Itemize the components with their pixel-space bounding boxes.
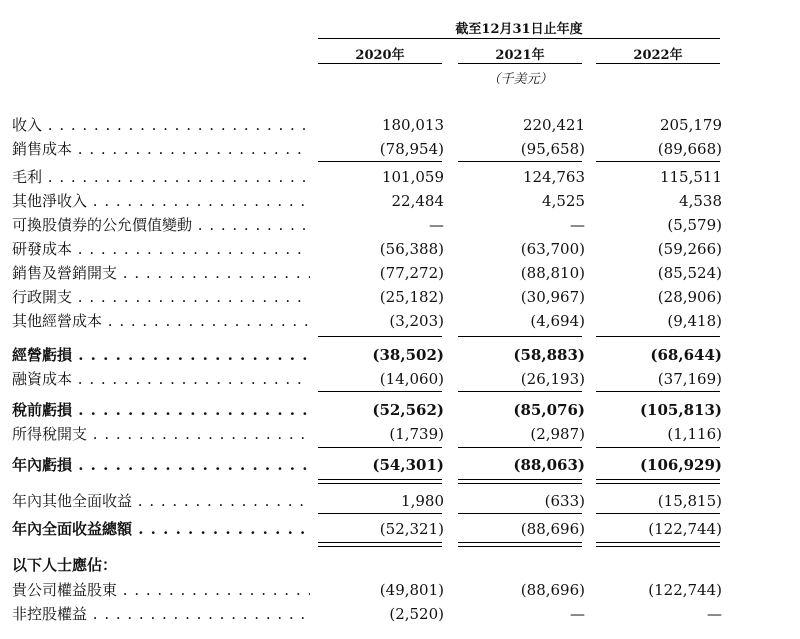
subtotal-rule-2021 [458,391,582,392]
row-label: 以下人士應佔： [12,556,118,574]
row-label: 非控股權益 . . . [12,602,310,626]
row-label: 年內全面收益總額 . . . [12,517,310,541]
row-label: 其他經營成本 . . . [12,309,310,333]
value-2021: 4,525 [542,192,585,210]
period-header: 截至12月31日止年度 [455,22,583,37]
value-2021: 220,421 [522,116,585,134]
subtotal-rule-2021 [458,161,582,162]
unit-label: （千美元） [487,72,553,87]
value-2021: (88,696) [520,520,585,538]
row-label: 融資成本 . . . [12,367,310,391]
row-label: 所得稅開支 . . . [12,422,310,446]
subtotal-rule-2020 [318,447,442,448]
subtotal-rule-2020 [318,336,442,337]
row-label: 行政開支 . . . [12,285,310,309]
value-2021: (85,076) [513,401,585,419]
subtotal-rule-2022 [596,513,720,514]
table-row [12,285,792,309]
value-2022: (9,418) [667,312,722,330]
table-row [12,489,792,513]
value-2020: (49,801) [379,581,444,599]
value-2022: (15,815) [657,492,722,510]
row-label: 貴公司權益股東 . . . [12,578,310,602]
subtotal-rule-2021 [458,336,582,337]
table-row [12,189,792,213]
double-rule-2020 [318,542,442,543]
value-2022: (28,906) [657,288,722,306]
value-2020: (38,502) [372,346,444,364]
double-rule-2022 [596,483,720,484]
value-2022: 115,511 [659,168,722,186]
value-2022: (5,579) [667,216,722,234]
double-rule-2021 [458,546,582,547]
value-2020: (78,954) [379,140,444,158]
double-rule-2021 [458,479,582,480]
value-2022: (68,644) [650,346,722,364]
table-row [12,578,792,602]
period-rule [318,38,720,39]
row-label: 收入 . . . [12,113,310,137]
table-row [12,165,792,189]
value-2022: (59,266) [657,240,722,258]
subtotal-rule-2022 [596,447,720,448]
value-2022: (85,524) [657,264,722,282]
value-2021: (95,658) [520,140,585,158]
value-2020: 1,980 [401,492,444,510]
value-2020: (52,562) [372,401,444,419]
value-2020: (3,203) [389,312,444,330]
value-2020: — [429,216,444,234]
value-2020: (14,060) [379,370,444,388]
double-rule-2020 [318,483,442,484]
value-2020: (56,388) [379,240,444,258]
subtotal-rule-2020 [318,391,442,392]
double-rule-2022 [596,546,720,547]
double-rule-2021 [458,542,582,543]
value-2022: 4,538 [679,192,722,210]
double-rule-2021 [458,483,582,484]
value-2020: (2,520) [389,605,444,623]
subtotal-rule-2022 [596,161,720,162]
value-2022: (106,929) [639,456,722,474]
value-2022: 205,179 [659,116,722,134]
value-2021: (30,967) [520,288,585,306]
subtotal-rule-2022 [596,336,720,337]
table-row [12,398,792,422]
value-2021: (2,987) [530,425,585,443]
value-2022: — [707,605,722,623]
value-2020: 22,484 [391,192,444,210]
value-2020: 101,059 [381,168,444,186]
row-label: 年內其他全面收益 . . . [12,489,310,513]
value-2022: (1,116) [667,425,722,443]
row-label: 經營虧損 . . . [12,343,310,367]
row-label: 銷售及營銷開支 . . . [12,261,310,285]
subtotal-rule-2020 [318,161,442,162]
value-2022: (122,744) [648,520,722,538]
row-label: 其他淨收入 . . . [12,189,310,213]
year-rule-2020 [318,63,442,64]
value-2021: (26,193) [520,370,585,388]
value-2020: (1,739) [389,425,444,443]
row-label: 稅前虧損 . . . [12,398,310,422]
value-2021: (88,696) [520,581,585,599]
value-2022: (37,169) [657,370,722,388]
value-2020: (77,272) [379,264,444,282]
value-2020: (25,182) [379,288,444,306]
year-rule-2022 [596,63,720,64]
table-row [12,602,792,626]
value-2021: (88,063) [513,456,585,474]
table-row [12,453,792,477]
subtotal-rule-2021 [458,513,582,514]
section-heading [12,553,792,577]
value-2021: — [570,216,585,234]
year-header-2022: 2022年 [633,48,683,63]
year-rule-2021 [458,63,582,64]
table-row [12,113,792,137]
table-row [12,367,792,391]
row-label: 年內虧損 . . . [12,453,310,477]
value-2021: (88,810) [520,264,585,282]
double-rule-2022 [596,479,720,480]
table-row [12,237,792,261]
double-rule-2022 [596,542,720,543]
row-label: 研發成本 . . . [12,237,310,261]
double-rule-2020 [318,479,442,480]
double-rule-2020 [318,546,442,547]
subtotal-rule-2021 [458,447,582,448]
table-row [12,422,792,446]
value-2021: (58,883) [513,346,585,364]
table-row [12,343,792,367]
value-2021: (633) [544,492,585,510]
year-header-2021: 2021年 [495,48,545,63]
table-row [12,517,792,541]
subtotal-rule-2020 [318,513,442,514]
value-2021: — [570,605,585,623]
row-label: 可換股債券的公允價值變動 . . . [12,213,310,237]
table-row [12,213,792,237]
subtotal-rule-2022 [596,391,720,392]
value-2021: 124,763 [522,168,585,186]
value-2021: (63,700) [520,240,585,258]
value-2020: (54,301) [372,456,444,474]
row-label: 銷售成本 . . . [12,137,310,161]
row-label: 毛利 . . . [12,165,310,189]
table-row [12,309,792,333]
year-header-2020: 2020年 [355,48,405,63]
value-2020: (52,321) [379,520,444,538]
value-2022: (89,668) [657,140,722,158]
value-2021: (4,694) [530,312,585,330]
value-2020: 180,013 [381,116,444,134]
table-row [12,137,792,161]
value-2022: (122,744) [648,581,722,599]
table-row [12,261,792,285]
value-2022: (105,813) [639,401,722,419]
